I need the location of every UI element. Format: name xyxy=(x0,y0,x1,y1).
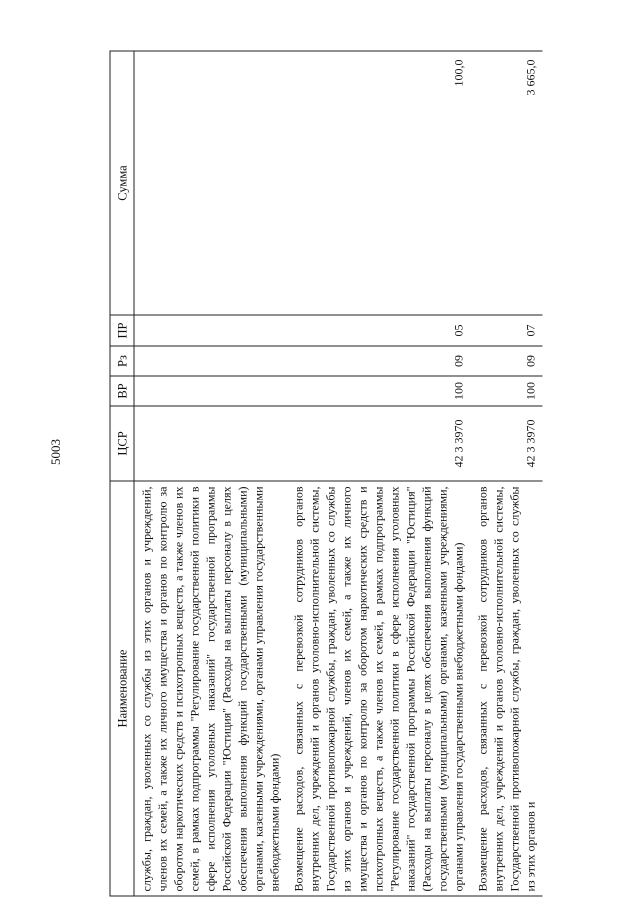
row-pr-cell xyxy=(134,315,287,346)
row-csr-cell xyxy=(134,406,287,481)
row-vr-cell xyxy=(134,376,287,406)
row-name-cell: Возмещение расходов, связанных с перевозкой сотрудников органов внутренних дел, учреждений и органов уголовно-исполнительной системы, Государственной противопожарной службы, граждан, уволенных со службы из этих органов и учреждений, членов их семей, а также их личного имущества и органов по контролю за оборотом наркотических средств и психотропных веществ, а также членов их семей, в рамках подпрограммы "Регулирование государственной политики в сфере исполнения уголовных наказаний" государственной программы Российской Федерации "Юстиция" (Расходы на выплаты персоналу в целях обеспечения выполнения функций государственными (муниципальными) органами, казенными учреждениями, органами управления государственными внебюджетными фондами) xyxy=(287,481,471,896)
row-csr-cell: 42 3 3970 xyxy=(471,406,543,481)
column-header-sum: Сумма xyxy=(110,51,134,315)
page-number-text: 5003 xyxy=(48,439,63,465)
row-name-cell: службы, граждан, уволенных со службы из этих органов и учреждений, членов их семей, а также их личного имущества и органов по контролю за оборотом наркотических средств и психотропных веществ, а также членов их семей, в рамках подпрограммы "Регулирование государственной политики в сфере исполнения уголовных наказаний" государственной программы Российской Федерации "Юстиция" (Расходы на выплаты персоналу в целях обеспечения выполнения функций государственными (муниципальными) органами, казенными учреждениями, органами управления государственными внебюджетными фондами) xyxy=(134,481,287,896)
row-pr-cell: 05 xyxy=(287,315,471,346)
column-header-pr: ПР xyxy=(110,315,134,346)
table-row xyxy=(287,51,471,896)
row-rz-cell xyxy=(134,346,287,376)
row-csr-cell: 42 3 3970 xyxy=(287,406,471,481)
column-header-csr: ЦСР xyxy=(110,406,134,481)
row-rz-cell: 09 xyxy=(471,346,543,376)
budget-table xyxy=(110,51,543,897)
column-header-rz: Рз xyxy=(110,346,134,376)
row-name-cell: Возмещение расходов, связанных с перевозкой сотрудников органов внутренних дел, учреждений и органов уголовно-исполнительной системы, Государственной противопожарной службы, граждан, уволенных со службы из этих органов и xyxy=(471,481,543,896)
rotated-page xyxy=(110,52,599,897)
row-sum-cell: 3 665,0 xyxy=(471,51,543,315)
row-vr-cell: 100 xyxy=(471,376,543,406)
column-header-name: Наименование xyxy=(110,481,134,896)
column-header-vr: ВР xyxy=(110,376,134,406)
row-vr-cell: 100 xyxy=(287,376,471,406)
row-pr-cell: 07 xyxy=(471,315,543,346)
table-row xyxy=(471,51,543,896)
row-sum-cell xyxy=(134,51,287,315)
page-number xyxy=(46,439,66,465)
row-rz-cell: 09 xyxy=(287,346,471,376)
row-sum-cell: 100,0 xyxy=(287,51,471,315)
table-header xyxy=(110,51,134,896)
table-row xyxy=(134,51,287,896)
